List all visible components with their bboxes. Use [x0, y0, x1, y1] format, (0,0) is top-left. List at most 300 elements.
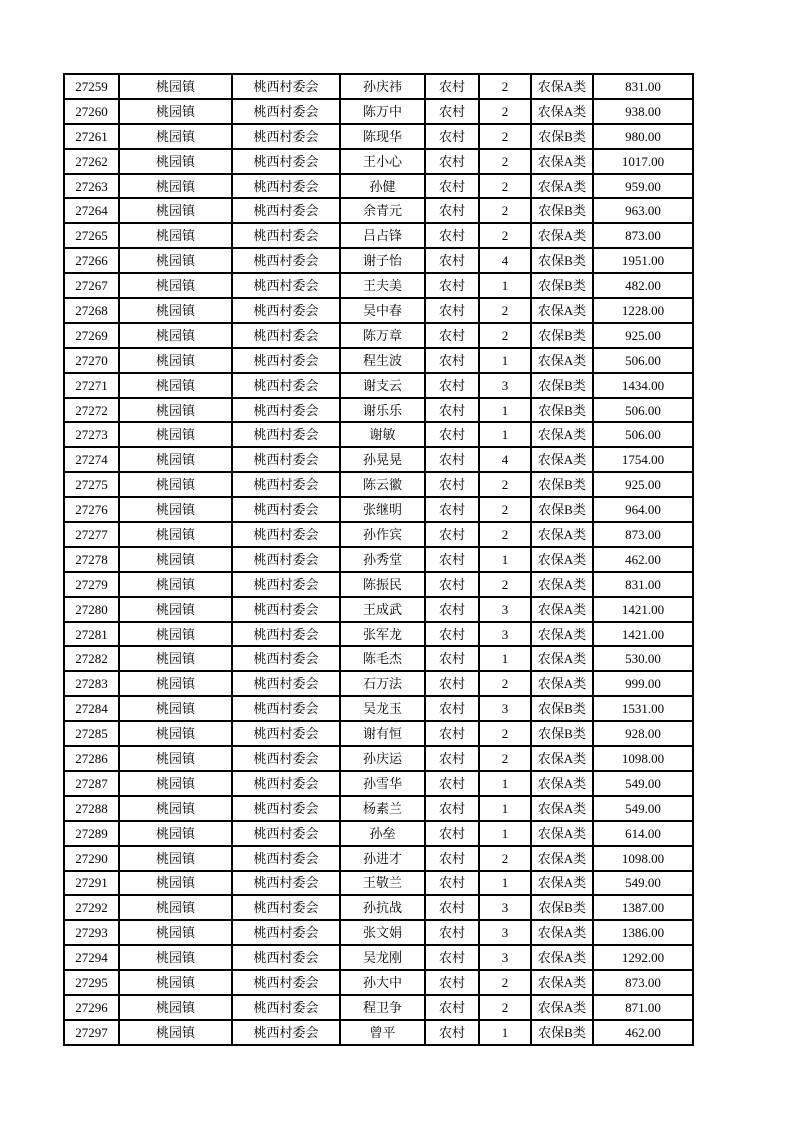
cell-category: 农保B类 — [531, 323, 593, 348]
cell-town: 桃园镇 — [119, 273, 232, 298]
cell-category: 农保B类 — [531, 696, 593, 721]
cell-name: 吕占锋 — [340, 223, 425, 248]
cell-count: 1 — [479, 348, 531, 373]
cell-serial: 27289 — [64, 821, 119, 846]
cell-village: 桃西村委会 — [232, 846, 340, 871]
cell-town: 桃园镇 — [119, 1020, 232, 1045]
cell-town: 桃园镇 — [119, 796, 232, 821]
cell-count: 2 — [479, 746, 531, 771]
cell-category: 农保A类 — [531, 671, 593, 696]
cell-category: 农保A类 — [531, 447, 593, 472]
cell-residence: 农村 — [425, 174, 479, 199]
cell-amount: 1421.00 — [593, 597, 693, 622]
cell-village: 桃西村委会 — [232, 622, 340, 647]
cell-village: 桃西村委会 — [232, 771, 340, 796]
cell-amount: 1531.00 — [593, 696, 693, 721]
cell-amount: 873.00 — [593, 223, 693, 248]
cell-town: 桃园镇 — [119, 846, 232, 871]
cell-count: 1 — [479, 821, 531, 846]
table-row — [64, 771, 693, 796]
cell-count: 1 — [479, 1020, 531, 1045]
cell-name: 陈云徽 — [340, 472, 425, 497]
cell-category: 农保B类 — [531, 273, 593, 298]
cell-residence: 农村 — [425, 945, 479, 970]
table-row — [64, 149, 693, 174]
cell-serial: 27266 — [64, 248, 119, 273]
cell-residence: 农村 — [425, 721, 479, 746]
cell-name: 王成武 — [340, 597, 425, 622]
cell-count: 1 — [479, 871, 531, 896]
cell-town: 桃园镇 — [119, 422, 232, 447]
cell-village: 桃西村委会 — [232, 273, 340, 298]
cell-amount: 925.00 — [593, 472, 693, 497]
cell-village: 桃西村委会 — [232, 970, 340, 995]
cell-residence: 农村 — [425, 771, 479, 796]
cell-category: 农保A类 — [531, 223, 593, 248]
cell-town: 桃园镇 — [119, 447, 232, 472]
table-row — [64, 871, 693, 896]
cell-village: 桃西村委会 — [232, 746, 340, 771]
cell-name: 谢有恒 — [340, 721, 425, 746]
cell-name: 孙庆祎 — [340, 74, 425, 99]
cell-town: 桃园镇 — [119, 771, 232, 796]
cell-category: 农保A类 — [531, 646, 593, 671]
records-table-body — [64, 74, 693, 1045]
cell-serial: 27274 — [64, 447, 119, 472]
cell-count: 1 — [479, 646, 531, 671]
cell-count: 3 — [479, 895, 531, 920]
cell-residence: 农村 — [425, 1020, 479, 1045]
cell-amount: 963.00 — [593, 198, 693, 223]
cell-serial: 27278 — [64, 547, 119, 572]
cell-amount: 549.00 — [593, 871, 693, 896]
cell-amount: 614.00 — [593, 821, 693, 846]
cell-serial: 27269 — [64, 323, 119, 348]
cell-village: 桃西村委会 — [232, 373, 340, 398]
cell-serial: 27296 — [64, 995, 119, 1020]
cell-name: 余青元 — [340, 198, 425, 223]
cell-residence: 农村 — [425, 846, 479, 871]
cell-amount: 980.00 — [593, 124, 693, 149]
cell-name: 王小心 — [340, 149, 425, 174]
table-row — [64, 547, 693, 572]
cell-village: 桃西村委会 — [232, 447, 340, 472]
cell-name: 孙秀堂 — [340, 547, 425, 572]
cell-serial: 27273 — [64, 422, 119, 447]
cell-residence: 农村 — [425, 920, 479, 945]
cell-residence: 农村 — [425, 895, 479, 920]
cell-name: 谢乐乐 — [340, 398, 425, 423]
cell-serial: 27284 — [64, 696, 119, 721]
table-row — [64, 895, 693, 920]
cell-count: 2 — [479, 124, 531, 149]
table-row — [64, 447, 693, 472]
cell-amount: 1434.00 — [593, 373, 693, 398]
cell-village: 桃西村委会 — [232, 871, 340, 896]
cell-amount: 999.00 — [593, 671, 693, 696]
table-row — [64, 422, 693, 447]
cell-village: 桃西村委会 — [232, 920, 340, 945]
cell-village: 桃西村委会 — [232, 348, 340, 373]
cell-serial: 27295 — [64, 970, 119, 995]
cell-village: 桃西村委会 — [232, 398, 340, 423]
cell-amount: 549.00 — [593, 796, 693, 821]
cell-category: 农保A类 — [531, 547, 593, 572]
cell-name: 陈万章 — [340, 323, 425, 348]
cell-category: 农保B类 — [531, 1020, 593, 1045]
cell-residence: 农村 — [425, 74, 479, 99]
cell-serial: 27279 — [64, 572, 119, 597]
cell-name: 孙作宾 — [340, 522, 425, 547]
cell-amount: 938.00 — [593, 99, 693, 124]
table-row — [64, 646, 693, 671]
cell-town: 桃园镇 — [119, 547, 232, 572]
cell-residence: 农村 — [425, 646, 479, 671]
cell-amount: 873.00 — [593, 970, 693, 995]
cell-serial: 27292 — [64, 895, 119, 920]
cell-amount: 506.00 — [593, 398, 693, 423]
table-row — [64, 298, 693, 323]
table-row — [64, 821, 693, 846]
cell-town: 桃园镇 — [119, 522, 232, 547]
cell-village: 桃西村委会 — [232, 472, 340, 497]
cell-amount: 506.00 — [593, 422, 693, 447]
cell-category: 农保B类 — [531, 398, 593, 423]
cell-count: 1 — [479, 398, 531, 423]
cell-town: 桃园镇 — [119, 646, 232, 671]
cell-count: 1 — [479, 273, 531, 298]
cell-town: 桃园镇 — [119, 323, 232, 348]
cell-count: 2 — [479, 74, 531, 99]
cell-category: 农保A类 — [531, 970, 593, 995]
cell-name: 张军龙 — [340, 622, 425, 647]
cell-serial: 27290 — [64, 846, 119, 871]
cell-name: 孙健 — [340, 174, 425, 199]
cell-name: 曾平 — [340, 1020, 425, 1045]
table-row — [64, 920, 693, 945]
cell-name: 吴中春 — [340, 298, 425, 323]
cell-category: 农保A类 — [531, 622, 593, 647]
cell-count: 3 — [479, 945, 531, 970]
cell-amount: 462.00 — [593, 1020, 693, 1045]
table-row — [64, 970, 693, 995]
cell-village: 桃西村委会 — [232, 323, 340, 348]
cell-amount: 482.00 — [593, 273, 693, 298]
cell-category: 农保A类 — [531, 995, 593, 1020]
cell-category: 农保A类 — [531, 298, 593, 323]
cell-name: 孙庆运 — [340, 746, 425, 771]
cell-count: 3 — [479, 622, 531, 647]
cell-amount: 959.00 — [593, 174, 693, 199]
cell-serial: 27259 — [64, 74, 119, 99]
cell-count: 1 — [479, 771, 531, 796]
cell-amount: 873.00 — [593, 522, 693, 547]
cell-residence: 农村 — [425, 198, 479, 223]
cell-amount: 1421.00 — [593, 622, 693, 647]
cell-residence: 农村 — [425, 671, 479, 696]
cell-amount: 1098.00 — [593, 846, 693, 871]
cell-count: 2 — [479, 572, 531, 597]
cell-amount: 506.00 — [593, 348, 693, 373]
cell-category: 农保A类 — [531, 149, 593, 174]
cell-category: 农保A类 — [531, 348, 593, 373]
cell-serial: 27282 — [64, 646, 119, 671]
cell-category: 农保A类 — [531, 174, 593, 199]
cell-name: 孙抗战 — [340, 895, 425, 920]
cell-name: 陈毛杰 — [340, 646, 425, 671]
cell-name: 谢支云 — [340, 373, 425, 398]
cell-serial: 27293 — [64, 920, 119, 945]
cell-category: 农保B类 — [531, 373, 593, 398]
table-row — [64, 696, 693, 721]
cell-count: 1 — [479, 422, 531, 447]
cell-serial: 27262 — [64, 149, 119, 174]
cell-residence: 农村 — [425, 149, 479, 174]
cell-category: 农保A类 — [531, 99, 593, 124]
table-row — [64, 622, 693, 647]
cell-amount: 1951.00 — [593, 248, 693, 273]
cell-name: 王夫美 — [340, 273, 425, 298]
cell-serial: 27280 — [64, 597, 119, 622]
cell-category: 农保A类 — [531, 74, 593, 99]
cell-serial: 27271 — [64, 373, 119, 398]
cell-amount: 1098.00 — [593, 746, 693, 771]
cell-village: 桃西村委会 — [232, 895, 340, 920]
cell-category: 农保A类 — [531, 920, 593, 945]
cell-village: 桃西村委会 — [232, 422, 340, 447]
table-row — [64, 323, 693, 348]
cell-serial: 27281 — [64, 622, 119, 647]
cell-residence: 农村 — [425, 373, 479, 398]
cell-count: 3 — [479, 920, 531, 945]
cell-amount: 871.00 — [593, 995, 693, 1020]
cell-residence: 农村 — [425, 497, 479, 522]
cell-town: 桃园镇 — [119, 248, 232, 273]
cell-amount: 530.00 — [593, 646, 693, 671]
cell-serial: 27264 — [64, 198, 119, 223]
cell-village: 桃西村委会 — [232, 796, 340, 821]
cell-town: 桃园镇 — [119, 970, 232, 995]
cell-town: 桃园镇 — [119, 696, 232, 721]
cell-count: 2 — [479, 174, 531, 199]
cell-village: 桃西村委会 — [232, 646, 340, 671]
cell-count: 2 — [479, 298, 531, 323]
cell-town: 桃园镇 — [119, 945, 232, 970]
cell-village: 桃西村委会 — [232, 522, 340, 547]
cell-town: 桃园镇 — [119, 572, 232, 597]
cell-residence: 农村 — [425, 622, 479, 647]
cell-village: 桃西村委会 — [232, 174, 340, 199]
cell-category: 农保B类 — [531, 124, 593, 149]
cell-village: 桃西村委会 — [232, 74, 340, 99]
cell-residence: 农村 — [425, 522, 479, 547]
cell-town: 桃园镇 — [119, 198, 232, 223]
cell-residence: 农村 — [425, 597, 479, 622]
cell-town: 桃园镇 — [119, 223, 232, 248]
cell-village: 桃西村委会 — [232, 248, 340, 273]
cell-village: 桃西村委会 — [232, 99, 340, 124]
table-row — [64, 721, 693, 746]
cell-name: 谢敏 — [340, 422, 425, 447]
cell-count: 3 — [479, 373, 531, 398]
cell-village: 桃西村委会 — [232, 721, 340, 746]
cell-name: 谢子怡 — [340, 248, 425, 273]
cell-name: 张文娟 — [340, 920, 425, 945]
table-row — [64, 497, 693, 522]
cell-residence: 农村 — [425, 572, 479, 597]
cell-town: 桃园镇 — [119, 174, 232, 199]
cell-amount: 831.00 — [593, 74, 693, 99]
cell-village: 桃西村委会 — [232, 547, 340, 572]
cell-town: 桃园镇 — [119, 895, 232, 920]
table-row — [64, 398, 693, 423]
cell-village: 桃西村委会 — [232, 671, 340, 696]
cell-serial: 27277 — [64, 522, 119, 547]
cell-amount: 1387.00 — [593, 895, 693, 920]
cell-serial: 27270 — [64, 348, 119, 373]
cell-category: 农保A类 — [531, 945, 593, 970]
cell-residence: 农村 — [425, 273, 479, 298]
cell-amount: 1292.00 — [593, 945, 693, 970]
cell-amount: 964.00 — [593, 497, 693, 522]
cell-category: 农保B类 — [531, 895, 593, 920]
cell-name: 程生波 — [340, 348, 425, 373]
cell-serial: 27268 — [64, 298, 119, 323]
cell-village: 桃西村委会 — [232, 572, 340, 597]
cell-residence: 农村 — [425, 398, 479, 423]
cell-town: 桃园镇 — [119, 995, 232, 1020]
table-row — [64, 198, 693, 223]
cell-amount: 928.00 — [593, 721, 693, 746]
cell-town: 桃园镇 — [119, 99, 232, 124]
cell-village: 桃西村委会 — [232, 298, 340, 323]
cell-serial: 27260 — [64, 99, 119, 124]
cell-village: 桃西村委会 — [232, 149, 340, 174]
records-table — [63, 73, 694, 1046]
cell-name: 孙晃晃 — [340, 447, 425, 472]
cell-category: 农保A类 — [531, 771, 593, 796]
table-row — [64, 671, 693, 696]
cell-category: 农保A类 — [531, 572, 593, 597]
cell-residence: 农村 — [425, 547, 479, 572]
cell-residence: 农村 — [425, 348, 479, 373]
cell-amount: 1017.00 — [593, 149, 693, 174]
cell-village: 桃西村委会 — [232, 945, 340, 970]
cell-name: 陈现华 — [340, 124, 425, 149]
cell-residence: 农村 — [425, 821, 479, 846]
cell-name: 孙进才 — [340, 846, 425, 871]
table-row — [64, 124, 693, 149]
cell-residence: 农村 — [425, 323, 479, 348]
cell-name: 陈万中 — [340, 99, 425, 124]
cell-count: 2 — [479, 671, 531, 696]
table-row — [64, 99, 693, 124]
cell-category: 农保A类 — [531, 846, 593, 871]
cell-town: 桃园镇 — [119, 622, 232, 647]
table-row — [64, 174, 693, 199]
cell-village: 桃西村委会 — [232, 198, 340, 223]
cell-residence: 农村 — [425, 124, 479, 149]
cell-serial: 27285 — [64, 721, 119, 746]
cell-residence: 农村 — [425, 970, 479, 995]
cell-category: 农保B类 — [531, 198, 593, 223]
cell-category: 农保A类 — [531, 422, 593, 447]
table-row — [64, 373, 693, 398]
cell-town: 桃园镇 — [119, 348, 232, 373]
cell-residence: 农村 — [425, 248, 479, 273]
table-row — [64, 248, 693, 273]
cell-category: 农保A类 — [531, 522, 593, 547]
cell-town: 桃园镇 — [119, 149, 232, 174]
cell-name: 孙雪华 — [340, 771, 425, 796]
cell-town: 桃园镇 — [119, 597, 232, 622]
cell-town: 桃园镇 — [119, 671, 232, 696]
cell-amount: 831.00 — [593, 572, 693, 597]
cell-name: 孙垒 — [340, 821, 425, 846]
cell-town: 桃园镇 — [119, 497, 232, 522]
cell-town: 桃园镇 — [119, 124, 232, 149]
cell-serial: 27261 — [64, 124, 119, 149]
cell-category: 农保A类 — [531, 796, 593, 821]
cell-amount: 462.00 — [593, 547, 693, 572]
cell-residence: 农村 — [425, 871, 479, 896]
cell-count: 2 — [479, 198, 531, 223]
table-row — [64, 522, 693, 547]
cell-amount: 549.00 — [593, 771, 693, 796]
cell-amount: 925.00 — [593, 323, 693, 348]
cell-serial: 27275 — [64, 472, 119, 497]
table-row — [64, 945, 693, 970]
cell-town: 桃园镇 — [119, 398, 232, 423]
cell-serial: 27297 — [64, 1020, 119, 1045]
cell-residence: 农村 — [425, 696, 479, 721]
cell-village: 桃西村委会 — [232, 1020, 340, 1045]
cell-town: 桃园镇 — [119, 920, 232, 945]
cell-residence: 农村 — [425, 447, 479, 472]
cell-amount: 1228.00 — [593, 298, 693, 323]
cell-residence: 农村 — [425, 796, 479, 821]
cell-serial: 27286 — [64, 746, 119, 771]
cell-count: 1 — [479, 796, 531, 821]
cell-town: 桃园镇 — [119, 746, 232, 771]
table-row — [64, 348, 693, 373]
cell-count: 2 — [479, 846, 531, 871]
cell-town: 桃园镇 — [119, 74, 232, 99]
cell-count: 4 — [479, 447, 531, 472]
cell-name: 陈振民 — [340, 572, 425, 597]
cell-village: 桃西村委会 — [232, 223, 340, 248]
cell-serial: 27287 — [64, 771, 119, 796]
cell-residence: 农村 — [425, 99, 479, 124]
cell-village: 桃西村委会 — [232, 597, 340, 622]
cell-count: 3 — [479, 597, 531, 622]
cell-serial: 27272 — [64, 398, 119, 423]
cell-town: 桃园镇 — [119, 472, 232, 497]
cell-count: 2 — [479, 323, 531, 348]
cell-residence: 农村 — [425, 472, 479, 497]
cell-count: 4 — [479, 248, 531, 273]
cell-name: 孙大中 — [340, 970, 425, 995]
cell-serial: 27267 — [64, 273, 119, 298]
cell-town: 桃园镇 — [119, 721, 232, 746]
cell-category: 农保B类 — [531, 472, 593, 497]
table-row — [64, 1020, 693, 1045]
cell-count: 2 — [479, 99, 531, 124]
cell-serial: 27276 — [64, 497, 119, 522]
table-row — [64, 273, 693, 298]
table-row — [64, 223, 693, 248]
cell-residence: 农村 — [425, 995, 479, 1020]
